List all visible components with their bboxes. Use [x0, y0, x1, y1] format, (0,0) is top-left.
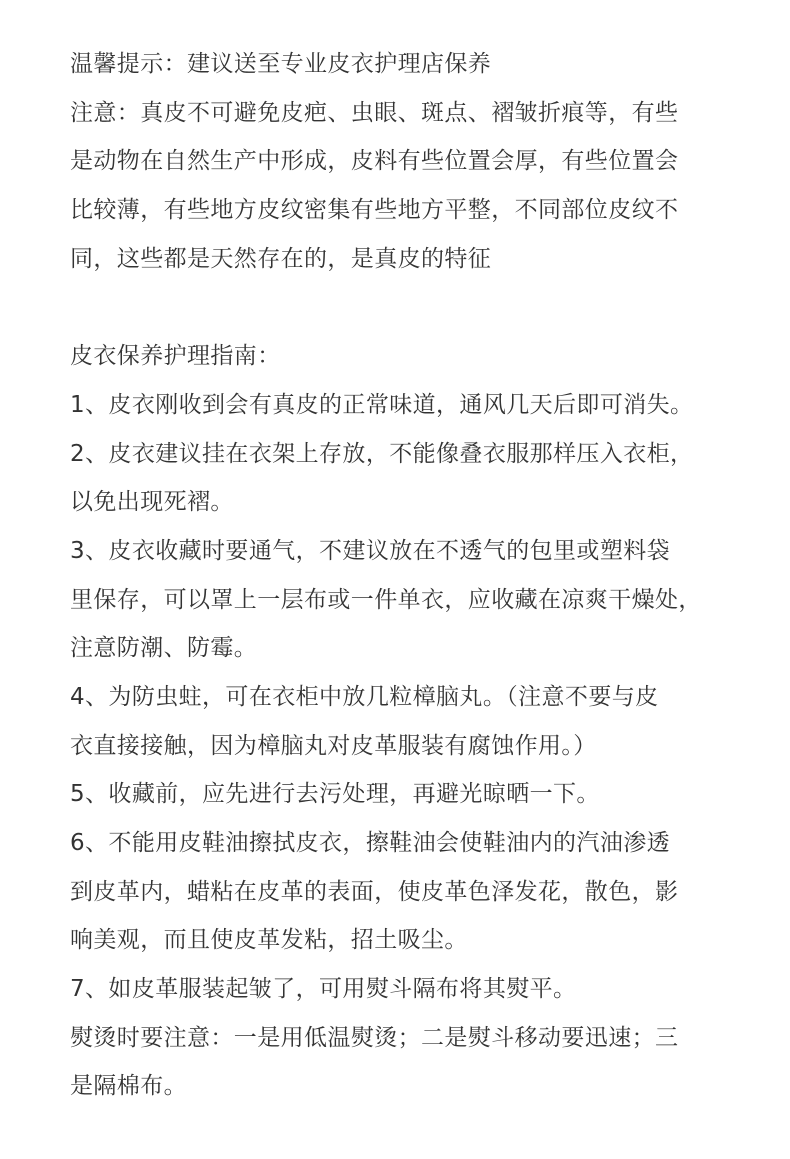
- guide-line: 注意防潮、防霉。: [70, 635, 258, 662]
- guide-line: 熨烫时要注意：一是用低温熨烫；二是熨斗移动要迅速；三: [70, 1024, 679, 1051]
- guide-line: 里保存，可以罩上一层布或一件单衣，应收藏在凉爽干燥处，: [70, 586, 702, 613]
- note-line: 是动物在自然生产中形成，皮料有些位置会厚，有些位置会: [70, 148, 679, 175]
- guide-line: 响美观，而且使皮革发粘，招土吸尘。: [70, 927, 468, 954]
- note-line: 同，这些都是天然存在的，是真皮的特征: [70, 245, 492, 272]
- note-line: 比较薄，有些地方皮纹密集有些地方平整，不同部位皮纹不: [70, 197, 679, 224]
- guide-line: 6、不能用皮鞋油擦拭皮衣，擦鞋油会使鞋油内的汽油渗透: [70, 830, 671, 856]
- tip-heading: 温馨提示：建议送至专业皮衣护理店保养: [70, 51, 492, 77]
- guide-line: 4、为防虫蛀，可在衣柜中放几粒樟脑丸。（注意不要与皮: [70, 683, 659, 710]
- guide-title: 皮衣保养护理指南：: [70, 343, 281, 370]
- guide-line: 以免出现死褶。: [70, 489, 234, 516]
- guide-line: 衣直接接触，因为樟脑丸对皮革服装有腐蚀作用。）: [70, 732, 597, 759]
- guide-line: 3、皮衣收藏时要通气，不建议放在不透气的包里或塑料袋: [70, 537, 671, 564]
- spacer: [70, 283, 750, 332]
- guide-line: 7、如皮革服装起皱了，可用熨斗隔布将其熨平。: [70, 976, 577, 1003]
- note-line: 注意：真皮不可避免皮疤、虫眼、斑点、褶皱折痕等，有些: [70, 99, 679, 126]
- guide-line: 到皮革内，蜡粘在皮革的表面，使皮革色泽发花，散色，影: [70, 878, 679, 905]
- care-document: [70, 40, 750, 1111]
- guide-line: 2、皮衣建议挂在衣架上存放，不能像叠衣服那样压入衣柜，: [70, 440, 694, 467]
- guide-line: 1、皮衣刚收到会有真皮的正常味道，通风几天后即可消失。: [70, 391, 694, 418]
- guide-line: 是隔棉布。: [70, 1073, 187, 1100]
- guide-line: 5、收藏前，应先进行去污处理，再避光晾晒一下。: [70, 781, 600, 808]
